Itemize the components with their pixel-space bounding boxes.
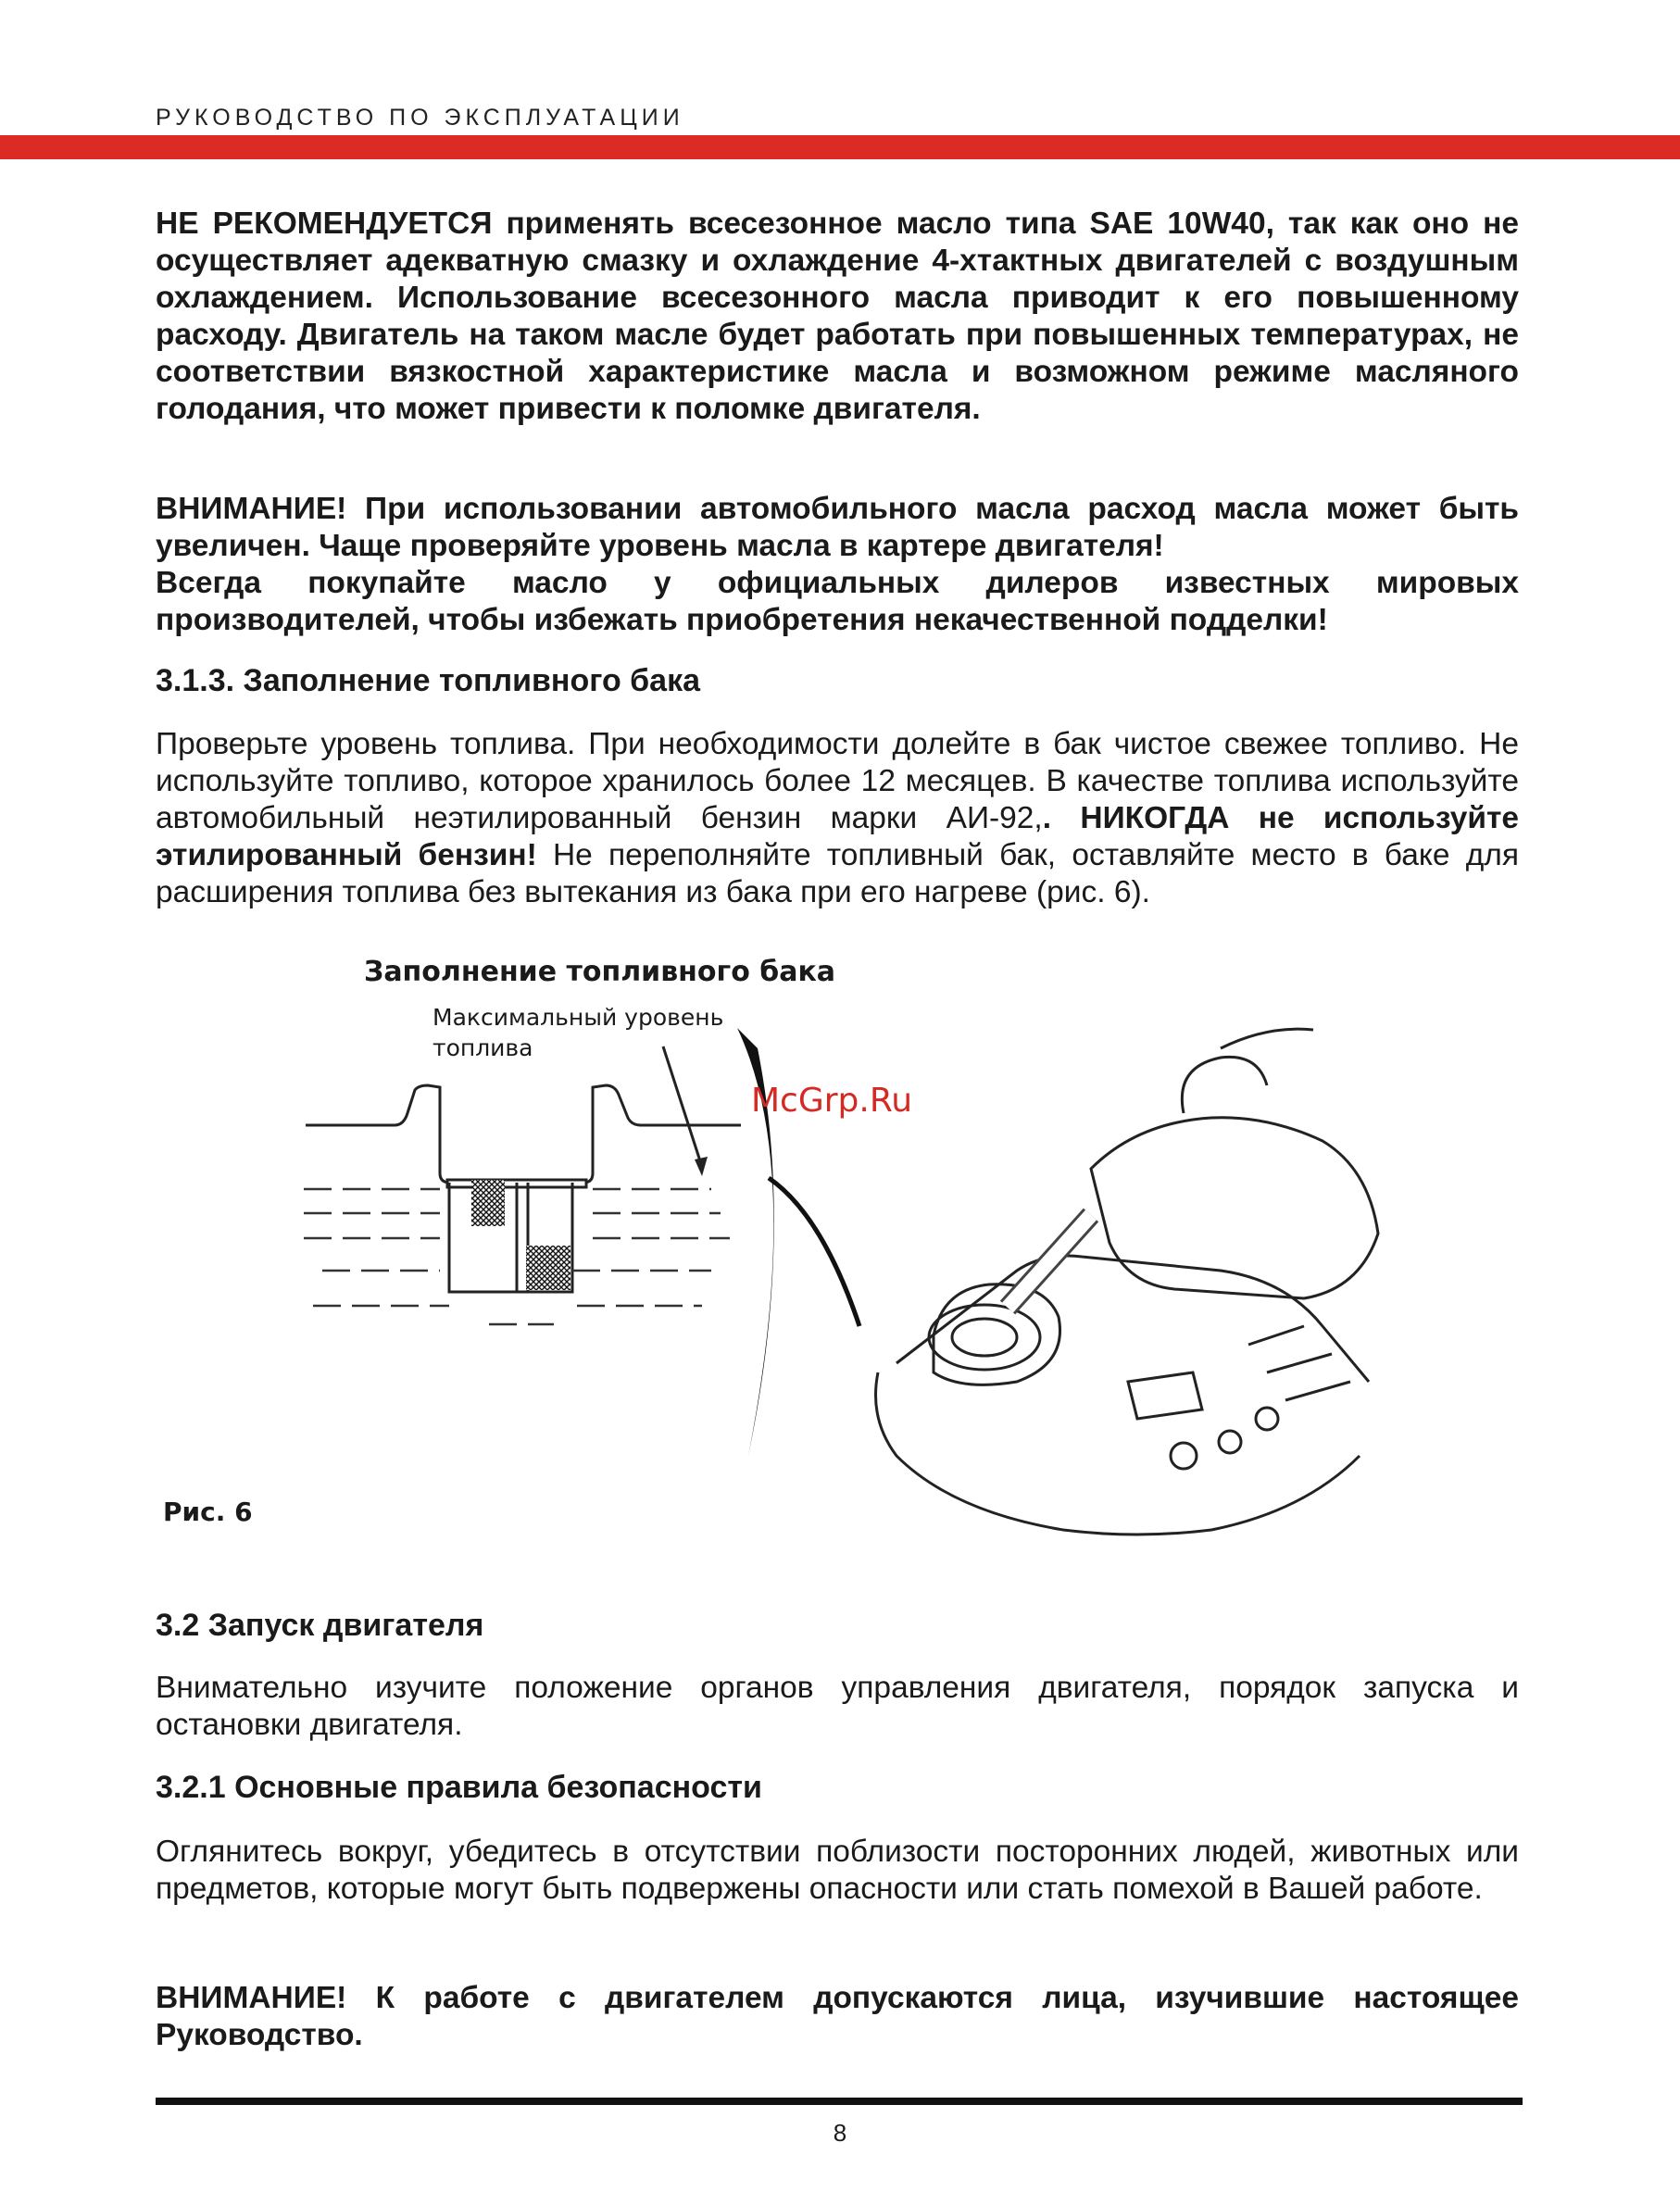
oil-dealer-paragraph bbox=[156, 565, 1519, 639]
fuel-warning-bold: . НИКОГДА не используйте этилированный бензин! bbox=[156, 801, 1519, 872]
max-fuel-level-label bbox=[433, 1002, 747, 1063]
watermark: McGrp.Ru bbox=[751, 1082, 913, 1120]
header-title: РУКОВОДСТВО ПО ЭКСПЛУАТАЦИИ bbox=[156, 105, 684, 131]
oil-dealer-text: Всегда покупайте масло у официальных дилеров известных мировых производителей, чтобы избежать приобретения некачественной подделки! bbox=[156, 566, 1519, 637]
section-heading-fuel: 3.1.3. Заполнение топливного бака bbox=[156, 663, 700, 698]
fuel-text-c: Не переполняйте топливный бак, оставляйте место в баке для расширения топлива без вытекания из бака при его нагреве (рис. 6). bbox=[156, 838, 1519, 909]
section-heading-engine-start: 3.2 Запуск двигателя bbox=[156, 1608, 484, 1643]
oil-attention-text: ВНИМАНИЕ! При использовании автомобильного масла расход масла может быть увеличен. Чаще проверяйте уровень масла в картере двигателя! bbox=[156, 492, 1519, 563]
oil-warning-lead: НЕ РЕКОМЕНДУЕТСЯ bbox=[156, 207, 493, 241]
figure-title: Заполнение топливного бака bbox=[364, 956, 836, 988]
footer-rule bbox=[156, 2098, 1523, 2105]
oil-recommendation-paragraph bbox=[156, 206, 1519, 428]
max-level-pointer-arrow bbox=[663, 1046, 702, 1167]
max-fuel-level-label-line2: топлива bbox=[433, 1034, 533, 1061]
fuel-text-a: Проверьте уровень топлива. При необходимости долейте в бак чистое свежее топливо. Не используйте топливо, которое хранилось более 12 месяцев. В качестве топлива используйте автомобильный неэтилированный бензин марки АИ-92, bbox=[156, 727, 1519, 835]
oil-attention-paragraph bbox=[156, 491, 1519, 565]
fuel-tank-illustration bbox=[156, 937, 1397, 1539]
fuel-paragraph bbox=[156, 726, 1519, 911]
header-accent-bar bbox=[0, 135, 1680, 159]
section-heading-safety: 3.2.1 Основные правила безопасности bbox=[156, 1770, 762, 1805]
safety-paragraph: Оглянитесь вокруг, убедитесь в отсутствии поблизости посторонних людей, животных или предметов, которые могут быть подвержены опасности или стать помехой в Вашей работе. bbox=[156, 1835, 1519, 1906]
oil-warning-text: применять всесезонное масло типа SAE 10W40, так как оно не осуществляет адекватную смазку и охлаждение 4-хтактных двигателей с воздушным охлаждением. Использование всесезонного масла приводит к его повышенному расходу. Двигатель на таком масле будет работать при повышенных температурах, не соответствии вязкостной характеристике масла и возможном режиме масляного голодания, что может привести к поломке двигателя. bbox=[156, 207, 1520, 426]
figure-fuel-tank bbox=[156, 937, 1397, 1539]
engine-fuel-cap-drawing bbox=[876, 1029, 1379, 1535]
max-fuel-level-label-line1: Максимальный уровень bbox=[433, 1004, 724, 1031]
page-number: 8 bbox=[833, 2119, 847, 2147]
engine-start-paragraph: Внимательно изучите положение органов управления двигателя, порядок запуска и остановки двигателя. bbox=[156, 1671, 1519, 1742]
figure-caption: Рис. 6 bbox=[163, 1497, 253, 1527]
safety-warning: ВНИМАНИЕ! К работе с двигателем допускаются лица, изучившие настоящее Руководство. bbox=[156, 1981, 1519, 2052]
